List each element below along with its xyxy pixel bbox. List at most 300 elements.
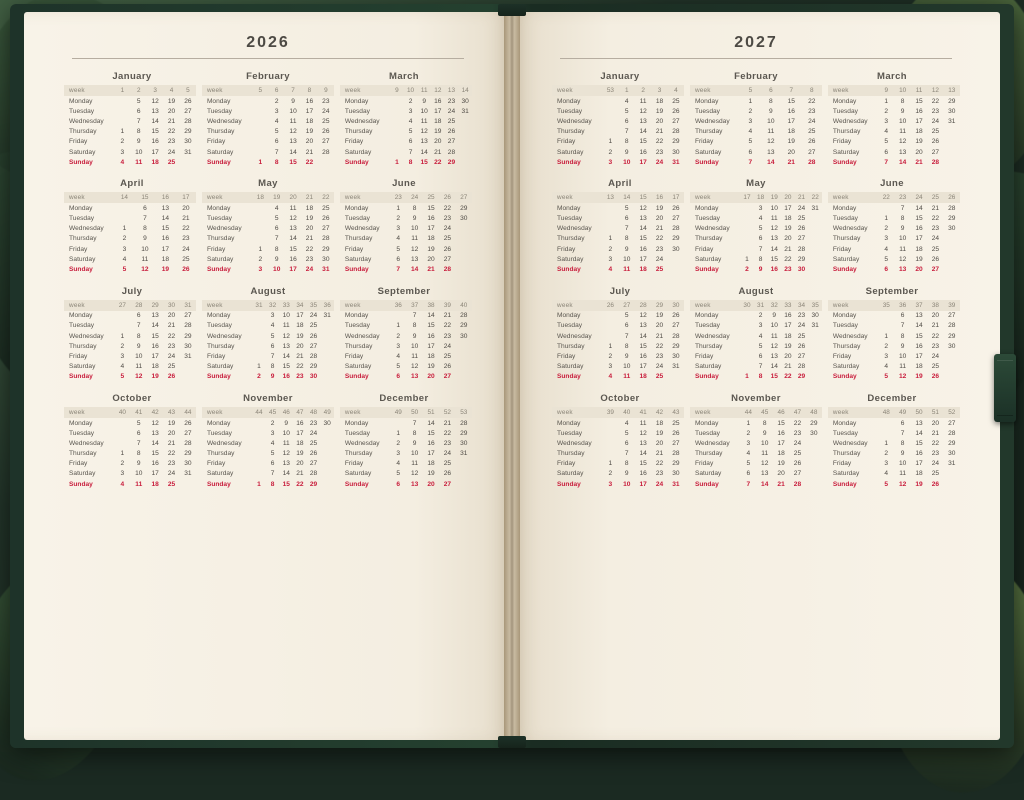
day-number[interactable]: 28: [793, 480, 802, 488]
day-number[interactable]: 22: [931, 215, 940, 223]
day-number[interactable]: 19: [777, 460, 785, 468]
day-number[interactable]: 9: [624, 245, 629, 253]
day-number[interactable]: 1: [745, 255, 749, 263]
day-number[interactable]: 11: [623, 373, 631, 381]
day-number[interactable]: 26: [797, 225, 806, 233]
day-number[interactable]: 7: [748, 158, 753, 166]
day-number[interactable]: 18: [915, 128, 923, 136]
day-number[interactable]: [114, 96, 130, 106]
day-number[interactable]: 7: [624, 225, 629, 233]
day-number[interactable]: [252, 234, 268, 244]
day-number[interactable]: 3: [120, 470, 125, 478]
day-number[interactable]: 2: [396, 439, 401, 447]
day-number[interactable]: 20: [655, 322, 664, 330]
day-number[interactable]: 26: [167, 373, 176, 381]
day-number[interactable]: 7: [136, 117, 141, 125]
day-number[interactable]: 2: [270, 419, 275, 427]
day-number[interactable]: [740, 224, 754, 234]
day-number[interactable]: [944, 127, 960, 137]
day-number[interactable]: 22: [784, 255, 792, 263]
day-number[interactable]: 16: [915, 450, 923, 458]
day-number[interactable]: 8: [412, 429, 417, 437]
day-number[interactable]: 10: [135, 148, 143, 156]
day-number[interactable]: 16: [427, 215, 435, 223]
day-number[interactable]: 16: [915, 225, 923, 233]
day-number[interactable]: [320, 479, 334, 489]
day-number[interactable]: [390, 127, 404, 137]
day-number[interactable]: [180, 362, 196, 372]
day-number[interactable]: [602, 214, 618, 224]
day-number[interactable]: 7: [758, 363, 763, 371]
day-number[interactable]: 12: [151, 419, 159, 427]
day-number[interactable]: 21: [296, 470, 304, 478]
day-number[interactable]: 18: [639, 373, 647, 381]
day-number[interactable]: 22: [655, 138, 664, 146]
day-number[interactable]: [114, 428, 130, 438]
day-number[interactable]: 16: [289, 255, 297, 263]
day-number[interactable]: 31: [948, 460, 956, 468]
day-number[interactable]: 20: [655, 117, 664, 125]
day-number[interactable]: 27: [672, 322, 680, 330]
day-number[interactable]: 21: [787, 158, 795, 166]
day-number[interactable]: 9: [900, 450, 905, 458]
day-number[interactable]: [806, 438, 822, 448]
day-number[interactable]: [114, 311, 130, 321]
day-number[interactable]: 11: [770, 332, 778, 340]
day-number[interactable]: 22: [296, 480, 304, 488]
day-number[interactable]: 5: [270, 450, 275, 458]
day-number[interactable]: 12: [410, 245, 419, 253]
day-number[interactable]: 25: [309, 439, 318, 447]
day-number[interactable]: 8: [758, 255, 763, 263]
day-number[interactable]: 16: [639, 245, 647, 253]
day-number[interactable]: [320, 459, 334, 469]
day-number[interactable]: 12: [410, 470, 419, 478]
day-number[interactable]: 4: [120, 480, 125, 488]
day-number[interactable]: [114, 106, 130, 116]
day-number[interactable]: 9: [422, 97, 427, 105]
day-number[interactable]: [114, 214, 134, 224]
day-number[interactable]: 12: [898, 373, 907, 381]
day-number[interactable]: 29: [184, 128, 192, 136]
day-number[interactable]: 31: [461, 107, 469, 115]
day-number[interactable]: [390, 106, 404, 116]
day-number[interactable]: 10: [410, 342, 419, 350]
day-number[interactable]: 2: [884, 450, 889, 458]
day-number[interactable]: 12: [282, 332, 290, 340]
day-number[interactable]: 15: [915, 439, 923, 447]
day-number[interactable]: 17: [151, 148, 159, 156]
day-number[interactable]: 11: [289, 204, 297, 212]
day-number[interactable]: [806, 479, 822, 489]
day-number[interactable]: 13: [915, 312, 923, 320]
day-number[interactable]: 19: [655, 204, 664, 212]
day-number[interactable]: [320, 362, 334, 372]
day-number[interactable]: 30: [948, 225, 956, 233]
day-number[interactable]: 6: [136, 429, 141, 437]
day-number[interactable]: [252, 116, 268, 126]
day-number[interactable]: 14: [639, 225, 647, 233]
day-number[interactable]: 1: [258, 158, 263, 166]
day-number[interactable]: 31: [184, 148, 192, 156]
day-number[interactable]: 24: [443, 450, 452, 458]
day-number[interactable]: 1: [745, 373, 749, 381]
day-number[interactable]: 8: [624, 138, 629, 146]
day-number[interactable]: 21: [167, 117, 176, 125]
day-number[interactable]: [944, 264, 960, 274]
day-number[interactable]: 10: [282, 312, 290, 320]
day-number[interactable]: [114, 418, 130, 428]
day-number[interactable]: 21: [305, 148, 314, 156]
day-number[interactable]: [456, 264, 472, 274]
day-number[interactable]: 25: [672, 419, 680, 427]
day-number[interactable]: 17: [639, 480, 647, 488]
day-number[interactable]: 4: [274, 117, 279, 125]
day-number[interactable]: 30: [184, 342, 192, 350]
day-number[interactable]: 27: [672, 215, 680, 223]
day-number[interactable]: 29: [797, 255, 806, 263]
day-number[interactable]: 2: [884, 107, 889, 115]
day-number[interactable]: 8: [408, 158, 413, 166]
day-number[interactable]: 25: [322, 117, 330, 125]
day-number[interactable]: 29: [309, 363, 318, 371]
day-number[interactable]: 22: [655, 342, 664, 350]
day-number[interactable]: 14: [770, 245, 778, 253]
day-number[interactable]: 8: [412, 204, 417, 212]
day-number[interactable]: 21: [931, 322, 940, 330]
day-number[interactable]: [602, 321, 618, 331]
day-number[interactable]: 26: [309, 450, 318, 458]
day-number[interactable]: 22: [931, 439, 940, 447]
day-number[interactable]: 1: [608, 460, 613, 468]
day-number[interactable]: 4: [624, 97, 629, 105]
day-number[interactable]: 7: [900, 322, 905, 330]
day-number[interactable]: 30: [672, 148, 680, 156]
day-number[interactable]: 27: [447, 138, 456, 146]
day-number[interactable]: 12: [770, 225, 778, 233]
day-number[interactable]: 1: [258, 245, 263, 253]
day-number[interactable]: 19: [296, 450, 304, 458]
day-number[interactable]: 20: [167, 107, 176, 115]
day-number[interactable]: 1: [396, 322, 401, 330]
day-number[interactable]: 25: [182, 255, 190, 263]
day-number[interactable]: 19: [151, 373, 159, 381]
day-number[interactable]: 10: [898, 117, 907, 125]
day-number[interactable]: 9: [624, 352, 629, 360]
day-number[interactable]: 18: [161, 255, 170, 263]
day-number[interactable]: 24: [931, 235, 940, 243]
day-number[interactable]: [878, 418, 894, 428]
day-number[interactable]: [668, 372, 684, 382]
day-number[interactable]: 22: [305, 245, 314, 253]
day-number[interactable]: 19: [305, 128, 314, 136]
day-number[interactable]: 13: [770, 352, 778, 360]
day-number[interactable]: 8: [624, 342, 629, 350]
day-number[interactable]: [878, 203, 894, 213]
day-number[interactable]: 8: [758, 373, 763, 381]
day-number[interactable]: 15: [639, 235, 647, 243]
day-number[interactable]: 7: [274, 148, 279, 156]
day-number[interactable]: 28: [309, 470, 318, 478]
day-number[interactable]: 8: [900, 97, 905, 105]
day-number[interactable]: 22: [443, 429, 452, 437]
day-number[interactable]: 19: [427, 245, 435, 253]
day-number[interactable]: 12: [898, 138, 907, 146]
day-number[interactable]: 12: [151, 97, 159, 105]
day-number[interactable]: 24: [931, 117, 940, 125]
day-number[interactable]: 23: [443, 215, 452, 223]
day-number[interactable]: 6: [884, 148, 889, 156]
day-number[interactable]: 9: [270, 373, 275, 381]
day-number[interactable]: 21: [931, 204, 940, 212]
day-number[interactable]: [602, 127, 618, 137]
day-number[interactable]: 1: [884, 215, 889, 223]
day-number[interactable]: 11: [767, 128, 775, 136]
day-number[interactable]: 8: [136, 332, 141, 340]
day-number[interactable]: 19: [161, 266, 170, 274]
day-number[interactable]: 31: [672, 480, 680, 488]
day-number[interactable]: 25: [672, 97, 680, 105]
day-number[interactable]: 3: [748, 117, 753, 125]
day-number[interactable]: 22: [182, 225, 190, 233]
day-number[interactable]: [878, 321, 894, 331]
day-number[interactable]: 7: [884, 158, 889, 166]
day-number[interactable]: 9: [412, 215, 417, 223]
day-number[interactable]: 20: [931, 312, 940, 320]
day-number[interactable]: 17: [427, 342, 435, 350]
day-number[interactable]: 15: [161, 225, 170, 233]
day-number[interactable]: 12: [898, 480, 907, 488]
day-number[interactable]: 17: [434, 107, 442, 115]
day-number[interactable]: 18: [639, 266, 647, 274]
day-number[interactable]: [114, 116, 130, 126]
day-number[interactable]: 10: [623, 158, 631, 166]
day-number[interactable]: 28: [460, 419, 468, 427]
day-number[interactable]: 22: [305, 158, 314, 166]
day-number[interactable]: 5: [274, 215, 279, 223]
day-number[interactable]: 23: [931, 107, 940, 115]
day-number[interactable]: [740, 351, 754, 361]
day-number[interactable]: 28: [808, 158, 816, 166]
day-number[interactable]: 10: [135, 352, 143, 360]
day-number[interactable]: 19: [427, 470, 435, 478]
day-number[interactable]: [740, 214, 754, 224]
day-number[interactable]: 20: [915, 266, 923, 274]
day-number[interactable]: 15: [420, 158, 428, 166]
day-number[interactable]: [320, 372, 334, 382]
day-number[interactable]: 20: [427, 480, 435, 488]
day-number[interactable]: 28: [447, 148, 456, 156]
day-number[interactable]: 7: [624, 128, 629, 136]
elastic-band[interactable]: [994, 354, 1016, 422]
day-number[interactable]: 17: [915, 235, 923, 243]
day-number[interactable]: 9: [136, 342, 141, 350]
day-number[interactable]: 29: [322, 245, 330, 253]
day-number[interactable]: 5: [274, 128, 279, 136]
day-number[interactable]: [390, 96, 404, 106]
day-number[interactable]: 24: [808, 117, 816, 125]
day-number[interactable]: 12: [135, 373, 143, 381]
day-number[interactable]: 10: [141, 245, 149, 253]
day-number[interactable]: 27: [443, 255, 452, 263]
day-number[interactable]: 3: [758, 322, 763, 330]
day-number[interactable]: 21: [655, 332, 664, 340]
day-number[interactable]: 22: [931, 332, 940, 340]
day-number[interactable]: 28: [184, 439, 192, 447]
day-number[interactable]: 30: [797, 266, 806, 274]
day-number[interactable]: 21: [167, 322, 176, 330]
day-number[interactable]: 6: [624, 439, 629, 447]
day-number[interactable]: 24: [655, 158, 664, 166]
day-number[interactable]: 7: [624, 450, 629, 458]
day-number[interactable]: 10: [898, 352, 907, 360]
day-number[interactable]: 15: [282, 480, 290, 488]
day-number[interactable]: 21: [655, 450, 664, 458]
day-number[interactable]: 20: [931, 419, 940, 427]
day-number[interactable]: 13: [770, 235, 778, 243]
day-number[interactable]: 13: [767, 148, 775, 156]
day-number[interactable]: 17: [639, 158, 647, 166]
day-number[interactable]: 5: [624, 312, 629, 320]
day-number[interactable]: 13: [151, 312, 159, 320]
day-number[interactable]: 14: [282, 352, 290, 360]
day-number[interactable]: 21: [777, 480, 785, 488]
day-number[interactable]: 21: [784, 245, 792, 253]
day-number[interactable]: 15: [639, 138, 647, 146]
day-number[interactable]: 28: [322, 148, 330, 156]
day-number[interactable]: 13: [410, 373, 419, 381]
day-number[interactable]: 31: [184, 352, 192, 360]
day-number[interactable]: 7: [274, 235, 279, 243]
day-number[interactable]: 15: [639, 342, 647, 350]
day-number[interactable]: 22: [434, 158, 442, 166]
day-number[interactable]: 31: [672, 363, 680, 371]
day-number[interactable]: [602, 224, 618, 234]
day-number[interactable]: 3: [270, 429, 275, 437]
day-number[interactable]: [458, 157, 472, 167]
day-number[interactable]: 28: [309, 352, 318, 360]
day-number[interactable]: 11: [639, 419, 647, 427]
day-number[interactable]: 25: [443, 460, 452, 468]
day-number[interactable]: [602, 116, 618, 126]
day-number[interactable]: 1: [884, 439, 889, 447]
day-number[interactable]: 2: [120, 460, 125, 468]
day-number[interactable]: 17: [915, 117, 923, 125]
day-number[interactable]: [806, 469, 822, 479]
day-number[interactable]: 7: [900, 429, 905, 437]
day-number[interactable]: 15: [770, 373, 778, 381]
day-number[interactable]: 7: [136, 322, 141, 330]
day-number[interactable]: 11: [282, 439, 290, 447]
day-number[interactable]: 6: [274, 225, 279, 233]
day-number[interactable]: [252, 459, 266, 469]
day-number[interactable]: 14: [420, 148, 428, 156]
day-number[interactable]: 5: [884, 138, 889, 146]
day-number[interactable]: 2: [745, 266, 749, 274]
day-number[interactable]: 11: [770, 215, 778, 223]
day-number[interactable]: 3: [884, 117, 889, 125]
day-number[interactable]: [180, 157, 196, 167]
day-number[interactable]: 9: [136, 138, 141, 146]
day-number[interactable]: 18: [151, 363, 159, 371]
day-number[interactable]: 18: [427, 352, 435, 360]
day-number[interactable]: 29: [810, 419, 818, 427]
day-number[interactable]: 14: [639, 128, 647, 136]
day-number[interactable]: 17: [915, 352, 923, 360]
day-number[interactable]: 14: [761, 480, 769, 488]
day-number[interactable]: 17: [787, 117, 795, 125]
day-number[interactable]: [456, 234, 472, 244]
day-number[interactable]: 17: [784, 322, 792, 330]
day-number[interactable]: [808, 372, 822, 382]
day-number[interactable]: [320, 428, 334, 438]
day-number[interactable]: 28: [797, 363, 806, 371]
day-number[interactable]: 27: [948, 312, 956, 320]
day-number[interactable]: 31: [811, 322, 819, 330]
day-number[interactable]: 12: [639, 107, 647, 115]
day-number[interactable]: 30: [460, 439, 468, 447]
day-number[interactable]: 9: [624, 148, 629, 156]
day-number[interactable]: 16: [296, 419, 304, 427]
day-number[interactable]: 1: [748, 97, 753, 105]
day-number[interactable]: [602, 311, 618, 321]
day-number[interactable]: [318, 157, 334, 167]
day-number[interactable]: 23: [808, 107, 816, 115]
day-number[interactable]: 28: [184, 117, 192, 125]
day-number[interactable]: 5: [396, 245, 401, 253]
day-number[interactable]: 29: [447, 158, 456, 166]
day-number[interactable]: 24: [931, 352, 940, 360]
day-number[interactable]: 11: [899, 128, 907, 136]
day-number[interactable]: 5: [746, 460, 751, 468]
day-number[interactable]: 14: [639, 332, 647, 340]
day-number[interactable]: 23: [447, 97, 456, 105]
day-number[interactable]: 10: [410, 450, 419, 458]
day-number[interactable]: 28: [672, 128, 680, 136]
day-number[interactable]: [320, 449, 334, 459]
day-number[interactable]: 15: [787, 97, 795, 105]
day-number[interactable]: 1: [884, 332, 889, 340]
day-number[interactable]: 24: [793, 439, 802, 447]
day-number[interactable]: 21: [931, 429, 940, 437]
day-number[interactable]: 13: [639, 215, 647, 223]
day-number[interactable]: 25: [793, 450, 802, 458]
day-number[interactable]: [252, 96, 268, 106]
day-number[interactable]: 2: [408, 97, 413, 105]
day-number[interactable]: 28: [797, 245, 806, 253]
day-number[interactable]: 10: [770, 204, 778, 212]
day-number[interactable]: 17: [289, 266, 297, 274]
day-number[interactable]: [458, 147, 472, 157]
day-number[interactable]: 16: [151, 460, 159, 468]
day-number[interactable]: 23: [797, 312, 806, 320]
day-number[interactable]: 19: [427, 363, 435, 371]
day-number[interactable]: [180, 372, 196, 382]
day-number[interactable]: 12: [289, 215, 297, 223]
day-number[interactable]: 8: [274, 158, 279, 166]
day-number[interactable]: 7: [396, 266, 401, 274]
day-number[interactable]: 11: [135, 158, 143, 166]
day-number[interactable]: [602, 449, 618, 459]
day-number[interactable]: 30: [811, 312, 819, 320]
day-number[interactable]: 20: [305, 138, 314, 146]
day-number[interactable]: 19: [784, 342, 792, 350]
day-number[interactable]: 6: [748, 148, 753, 156]
day-number[interactable]: 28: [948, 204, 956, 212]
day-number[interactable]: 4: [396, 235, 401, 243]
day-number[interactable]: [602, 428, 618, 438]
day-number[interactable]: 8: [624, 460, 629, 468]
